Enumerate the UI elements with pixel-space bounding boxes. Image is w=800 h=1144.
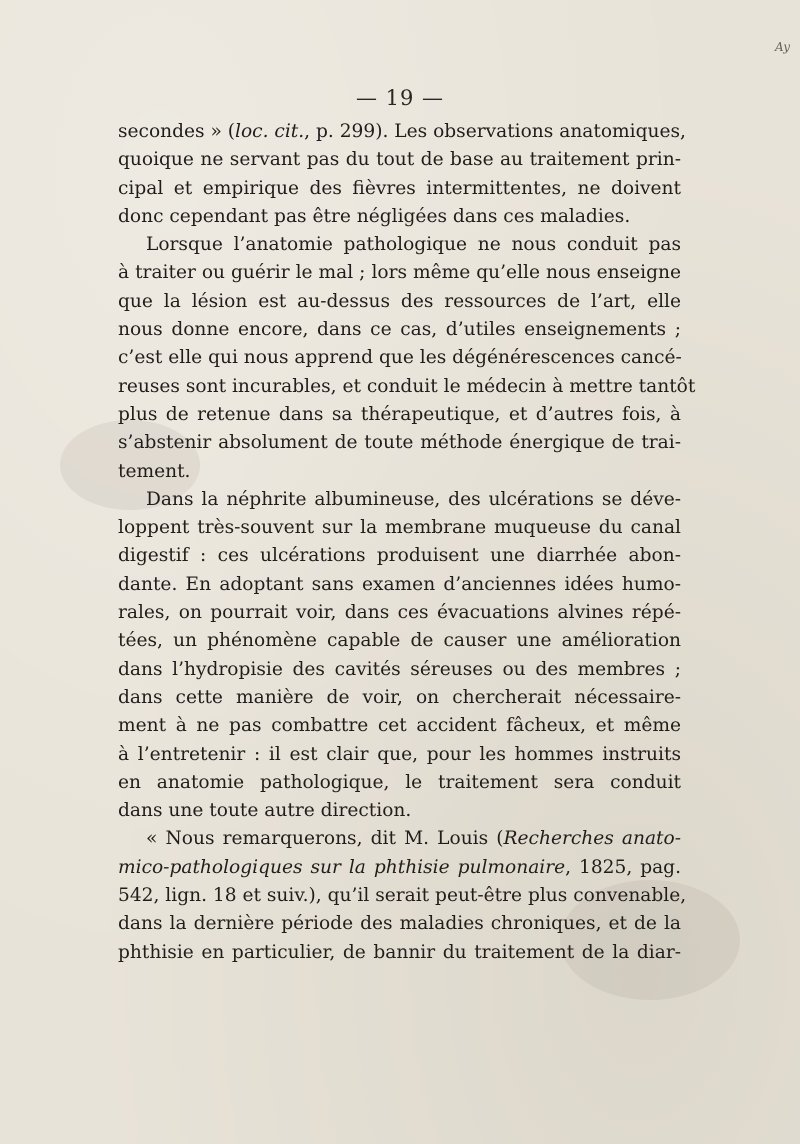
text-line [118,288,681,316]
text-line [118,627,681,655]
text-line [118,373,696,401]
text-segment: quoique ne servant pas du tout de base au traitement prin- [118,149,681,171]
text-line [118,486,681,514]
corner-mark: Ay [775,40,790,54]
text-line [118,429,681,457]
text-line [118,401,681,429]
text-line [118,231,681,259]
text-segment: , p. 299). Les observations anatomiques, [304,121,686,142]
text-segment: à l’entretenir : il est clair que, pour les hommes instruits [118,743,681,765]
text-line [118,344,681,372]
text-line [118,825,681,853]
text-line [118,118,686,146]
italic-text: mico-pathologiques sur la phthisie pulmonaire [118,856,566,878]
text-segment: plus de retenue dans sa thérapeutique, et d’autres fois, à [118,403,681,425]
text-segment: Lorsque l’anatomie pathologique ne nous conduit pas [146,234,681,256]
text-segment: « Nous remarquerons, dit M. Louis ( [146,828,504,850]
text-segment: secondes » ( [118,121,236,142]
text-segment: phthisie en particulier, de bannir du traitement de la diar- [118,941,681,963]
text-segment: , 1825, pag. [565,856,681,878]
text-line [118,571,681,599]
text-line [118,175,681,203]
text-line [118,939,681,967]
text-segment: dans l’hydropisie des cavités séreuses ou des membres ; [118,658,681,680]
text-line [118,514,681,542]
text-segment: cipal et empirique des fièvres intermittentes, ne doivent [118,177,681,199]
text-line [118,712,681,740]
text-line [118,656,681,684]
text-segment: digestif : ces ulcérations produisent une diarrhée abon- [118,545,681,567]
text-segment: c’est elle qui nous apprend que les dégénérescences cancé- [118,347,682,369]
text-segment: Dans la néphrite albumineuse, des ulcérations se déve- [146,488,681,510]
text-segment: tées, un phénomène capable de causer une amélioration [118,630,681,652]
body-text [118,118,696,967]
text-line [118,910,681,938]
text-segment: dans une toute autre direction. [118,800,412,822]
italic-text: Recherches anato- [503,828,681,850]
text-line [118,797,681,825]
text-line [118,259,681,287]
italic-text: loc. cit. [235,121,305,142]
text-line [118,203,681,231]
text-segment: tement. [118,460,191,482]
text-segment: dans la dernière période des maladies chroniques, et de la [118,913,681,935]
text-line [118,769,681,797]
text-line [118,316,681,344]
text-segment: à traiter ou guérir le mal ; lors même qu’elle nous enseigne [118,262,681,284]
text-line [118,542,681,570]
text-segment: dante. En adoptant sans examen d’anciennes idées humo- [118,573,681,595]
text-line [118,684,681,712]
text-segment: nous donne encore, dans ce cas, d’utiles enseignements ; [118,319,681,341]
text-segment: loppent très-souvent sur la membrane muqueuse du canal [118,517,681,539]
text-line [118,854,681,882]
text-line [118,741,681,769]
text-segment: 542, lign. 18 et suiv.), qu’il serait peut-être plus convenable, [118,885,687,907]
text-segment: reuses sont incurables, et conduit le médecin à mettre tantôt [118,375,696,397]
text-segment: ment à ne pas combattre cet accident fâcheux, et même [118,715,681,737]
text-segment: que la lésion est au-dessus des ressources de l’art, elle [118,290,681,312]
text-line [118,882,687,910]
text-segment: dans cette manière de voir, on chercherait nécessaire- [118,686,681,708]
text-line [118,146,681,174]
text-segment: rales, on pourrait voir, dans ces évacuations alvines répé- [118,602,681,624]
text-segment: donc cependant pas être négligées dans ces maladies. [118,205,631,227]
text-segment: en anatomie pathologique, le traitement sera conduit [118,771,681,793]
text-line [118,599,681,627]
page-number: — 19 — [355,86,445,110]
text-segment: s’abstenir absolument de toute méthode énergique de trai- [118,432,681,454]
text-line [118,458,681,486]
